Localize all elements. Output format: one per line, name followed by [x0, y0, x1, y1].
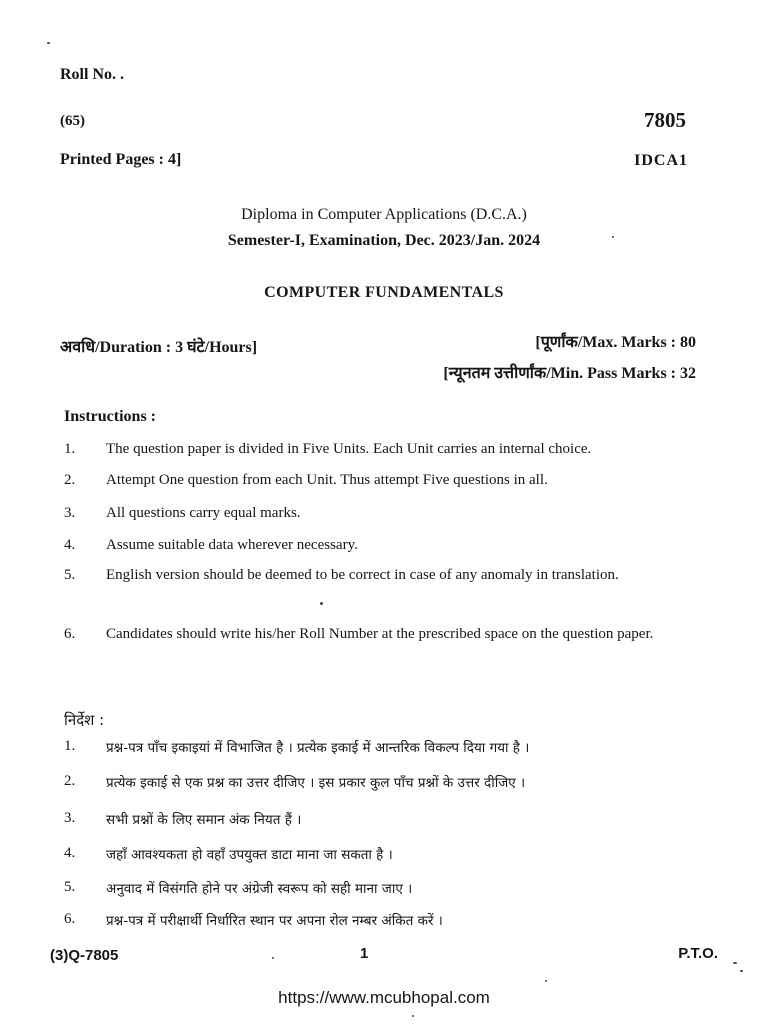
item-text: English version should be deemed to be correct in case of any anomaly in translation. [106, 567, 619, 583]
item-number: 2. [64, 773, 76, 789]
scan-speck [545, 980, 547, 982]
item-text: The question paper is divided in Five Units. Each Unit carries an internal choice. [106, 441, 592, 457]
instruction-item [64, 499, 704, 528]
item-text: All questions carry equal marks. [106, 505, 301, 521]
item-text: जहाँ आवश्यकता हो वहाँ उपयुक्त डाटा माना जा सकता है । [106, 847, 393, 863]
item-text: प्रश्न-पत्र पाँच इकाइयां में विभाजित है । प्रत्येक इकाई में आन्तरिक विकल्प दिया गया है । [106, 740, 530, 756]
item-number: 5. [64, 567, 76, 583]
item-number: 6. [64, 911, 76, 927]
item-number: 1. [64, 441, 76, 457]
item-text: Attempt One question from each Unit. Thus attempt Five questions in all. [106, 472, 548, 488]
website-watermark: https://www.mcubhopal.com [278, 988, 490, 1007]
hindi-instruction-item [64, 773, 724, 791]
scan-speck [612, 236, 614, 238]
scan-speck [412, 1015, 414, 1017]
scan-speck [320, 602, 323, 605]
instruction-item [64, 435, 704, 464]
course-title: Diploma in Computer Applications (D.C.A.) [241, 206, 527, 223]
item-number: 1. [64, 738, 76, 754]
semester-line: Semester-I, Examination, Dec. 2023/Jan. 2024 [227, 232, 541, 249]
printed-pages: Printed Pages : 4] [60, 151, 182, 168]
item-number: 6. [64, 626, 76, 642]
instructions-heading: Instructions : [64, 408, 157, 425]
item-text: Candidates should write his/her Roll Number at the prescribed space on the question paper. [106, 626, 654, 642]
hindi-instruction-item [64, 845, 724, 863]
duration: अवधि/Duration : 3 घंटे/Hours] [60, 339, 258, 356]
item-number: 3. [64, 505, 76, 521]
scan-speck [733, 962, 737, 964]
instruction-item [64, 531, 704, 560]
item-number: 3. [64, 810, 76, 826]
instruction-item [64, 620, 704, 649]
scan-speck [272, 957, 274, 959]
item-number: 2. [64, 472, 76, 488]
hindi-instruction-item [64, 810, 724, 828]
subject-title: COMPUTER FUNDAMENTALS [264, 284, 504, 301]
instruction-item [64, 561, 704, 590]
roll-number-label: Roll No. . [60, 66, 124, 83]
item-text: प्रश्न-पत्र में परीक्षार्थी निर्धारित स्थान पर अपना रोल नम्बर अंकित करें । [106, 913, 443, 929]
instruction-item [64, 466, 704, 495]
item-text: सभी प्रश्नों के लिए समान अंक नियत हैं । [106, 812, 302, 828]
min-pass-marks: [न्यूनतम उत्तीर्णांक/Min. Pass Marks : 32 [443, 365, 696, 382]
item-number: 4. [64, 845, 76, 861]
paper-code-bracket: (65) [60, 113, 85, 129]
hindi-instructions-heading: निर्देश : [64, 711, 105, 729]
paper-number: 7805 [644, 108, 686, 132]
hindi-instruction-item [64, 879, 724, 897]
item-text: Assume suitable data wherever necessary. [106, 537, 358, 553]
item-text: अनुवाद में विसंगति होने पर अंग्रेजी स्वरूप को सही माना जाए । [106, 881, 413, 897]
page-number: 1 [360, 945, 369, 962]
hindi-instruction-item [64, 738, 724, 756]
footer-paper-code: (3)Q-7805 [50, 947, 119, 964]
item-number: 4. [64, 537, 76, 553]
max-marks: [पूर्णांक/Max. Marks : 80 [535, 334, 696, 351]
scan-speck [47, 42, 50, 44]
item-text: प्रत्येक इकाई से एक प्रश्न का उत्तर दीजिए । इस प्रकार कुल पाँच प्रश्नों के उत्तर दीजिए । [106, 775, 526, 791]
subject-code: IDCA1 [634, 152, 688, 169]
item-number: 5. [64, 879, 76, 895]
please-turn-over: P.T.O. [678, 945, 718, 962]
scan-speck [740, 970, 743, 972]
hindi-instruction-item [64, 911, 724, 929]
